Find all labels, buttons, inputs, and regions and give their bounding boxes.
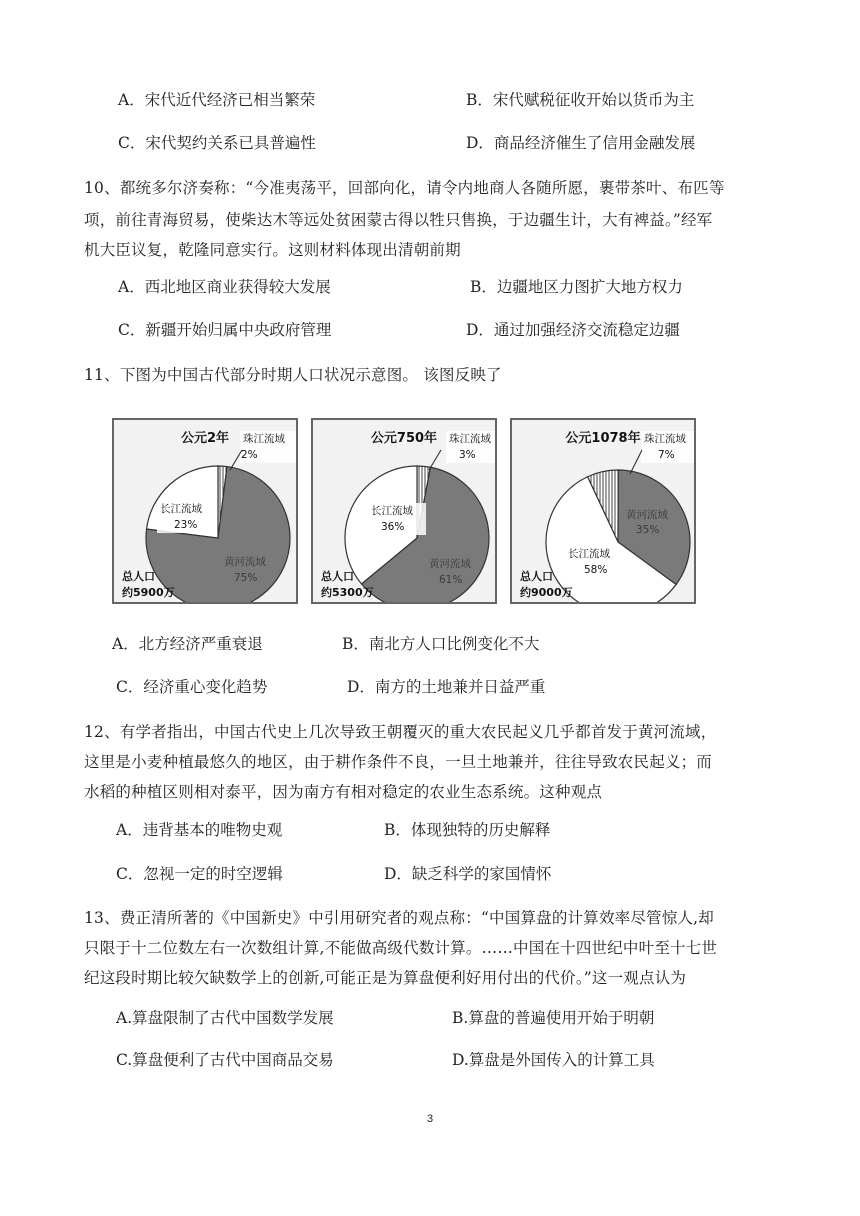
total-population-label: 总人口	[520, 570, 553, 583]
pie-chart-box-1	[112, 418, 298, 604]
pie-slice-percent: 61%	[439, 574, 463, 586]
pie-chart-box-2	[311, 418, 497, 604]
q10-stem-line1: 10、都统多尔济奏称：“今准夷荡平，回部向化，请令内地商人各随所愿，裹带茶叶、布匹等	[84, 179, 725, 197]
q11-option-b: B．南北方人口比例变化不大	[342, 635, 540, 653]
q13-stem-line2: 只限于十二位数左右一次数组计算,不能做高级代数计算。……中国在十四世纪中叶至十七世	[84, 939, 718, 957]
pie-slice-name: 长江流域	[568, 548, 610, 560]
q13-option-d: D.算盘是外国传入的计算工具	[452, 1051, 655, 1069]
pie-slice-percent: 35%	[636, 524, 660, 536]
pie-slice-percent: 3%	[459, 449, 476, 461]
pie-slice-percent: 2%	[241, 449, 258, 461]
pie-chart-box-3	[510, 418, 696, 604]
q10-option-b: B．边疆地区力图扩大地方权力	[470, 278, 683, 296]
pie-slice-percent: 75%	[234, 572, 258, 584]
q12-stem-line1: 12、有学者指出，中国古代史上几次导致王朝覆灭的重大农民起义几乎都首发于黄河流域，	[84, 723, 717, 741]
q10-option-a: A．西北地区商业获得较大发展	[118, 278, 331, 296]
total-population-value: 约5300万	[321, 586, 374, 599]
pie-chart-3	[512, 420, 694, 602]
q11-option-c: C．经济重心变化趋势	[116, 678, 268, 696]
pie-title: 公元1078年	[565, 431, 641, 446]
q12-option-d: D．缺乏科学的家国情怀	[384, 865, 552, 883]
pie-title: 公元2年	[180, 431, 230, 446]
pie-chart-1	[114, 420, 296, 602]
q12-stem-line3: 水稻的种植区则相对泰平，因为南方有相对稳定的农业生态系统。这种观点	[84, 783, 603, 801]
total-population-label: 总人口	[321, 570, 354, 583]
q12-option-c: C．忽视一定的时空逻辑	[116, 865, 283, 883]
pie-slice-name: 珠江流域	[644, 433, 686, 445]
pie-slice-name: 黄河流域	[626, 509, 668, 521]
q11-stem: 11、下图为中国古代部分时期人口状况示意图。 该图反映了	[84, 366, 502, 384]
q10-option-c: C．新疆开始归属中央政府管理	[118, 321, 332, 339]
total-population-value: 约5900万	[122, 586, 175, 599]
pie-title: 公元750年	[370, 431, 438, 446]
q10-stem-line3: 机大臣议复，乾隆同意实行。这则材料体现出清朝前期	[84, 241, 461, 259]
leader-line	[429, 450, 441, 470]
page-number: 3	[426, 1113, 434, 1125]
pie-slice-name: 黄河流域	[224, 556, 266, 568]
q13-stem-line3: 纪这段时期比较欠缺数学上的创新,可能正是为算盘便利好用付出的代价。”这一观点认为	[84, 969, 687, 987]
pie-chart-2	[313, 420, 495, 602]
q11-option-d: D．南方的土地兼并日益严重	[347, 678, 546, 696]
total-population-label: 总人口	[122, 570, 155, 583]
q13-option-b: B.算盘的普遍使用开始于明朝	[452, 1009, 655, 1027]
leader-line	[630, 450, 642, 474]
q9-option-d: D．商品经济催生了信用金融发展	[466, 134, 696, 152]
q11-option-a: A．北方经济严重衰退	[112, 635, 263, 653]
q12-option-b: B．体现独特的历史解释	[384, 821, 551, 839]
population-pie-charts	[112, 418, 702, 606]
pie-slice-percent: 23%	[174, 519, 198, 531]
pie-slice-name: 黄河流域	[429, 558, 471, 570]
pie-slice-percent: 58%	[584, 564, 608, 576]
q10-option-d: D．通过加强经济交流稳定边疆	[466, 321, 680, 339]
pie-slice-name: 长江流域	[160, 503, 202, 515]
q13-option-c: C.算盘便利了古代中国商品交易	[116, 1051, 334, 1069]
q12-stem-line2: 这里是小麦种植最悠久的地区，由于耕作条件不良，一旦土地兼并，往往导致农民起义；而	[84, 753, 713, 771]
q13-option-a: A.算盘限制了古代中国数学发展	[116, 1009, 334, 1027]
q12-option-a: A．违背基本的唯物史观	[116, 821, 283, 839]
q9-option-a: A．宋代近代经济已相当繁荣	[118, 91, 316, 109]
total-population-value: 约9000万	[520, 586, 573, 599]
pie-slice-name: 长江流域	[371, 505, 413, 517]
pie-slice-name: 珠江流域	[243, 433, 285, 445]
pie-slice-name: 珠江流域	[449, 433, 491, 445]
pie-slice-percent: 36%	[381, 521, 405, 533]
q13-stem-line1: 13、费正清所著的《中国新史》中引用研究者的观点称：“中国算盘的计算效率尽管惊人,却	[84, 909, 714, 927]
q9-option-b: B．宋代赋税征收开始以货币为主	[466, 91, 695, 109]
pie-slice-percent: 7%	[658, 449, 675, 461]
q10-stem-line2: 项，前往青海贸易，使柴达木等远处贫困蒙古得以牲只售换，于边疆生计，大有裨益。”经军	[84, 211, 713, 229]
q9-option-c: C．宋代契约关系已具普遍性	[118, 134, 316, 152]
